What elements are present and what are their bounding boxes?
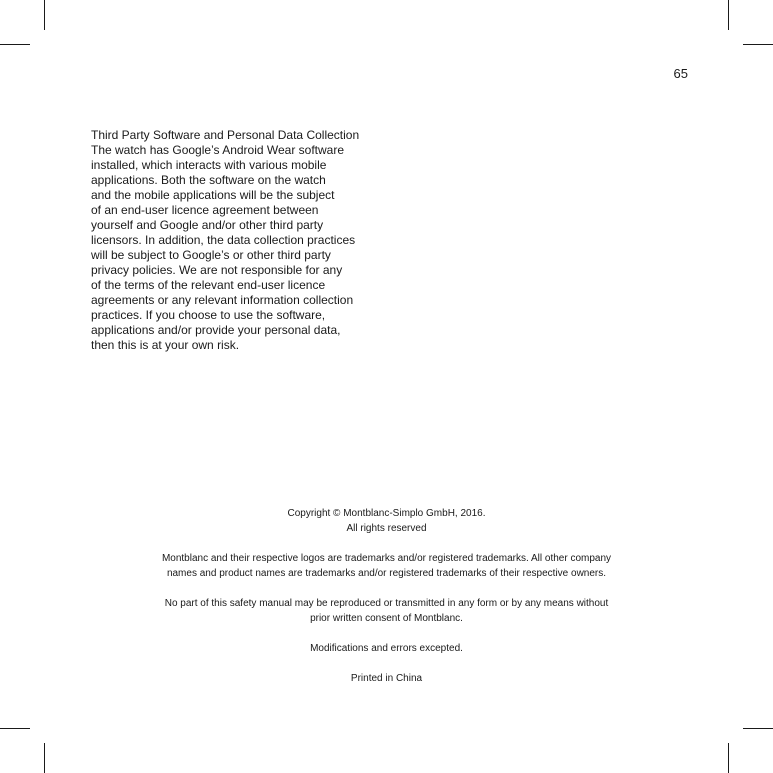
- section-text-line: The watch has Google’s Android Wear software: [91, 143, 345, 157]
- page-number: 65: [673, 66, 688, 81]
- section-text-line: applications. Both the software on the watch: [91, 173, 326, 187]
- section-heading: Third Party Software and Personal Data Collection: [91, 128, 360, 142]
- crop-mark-bottom-left-vertical: [44, 743, 45, 773]
- legal-footer: [0, 506, 773, 686]
- section-text-line: installed, which interacts with various mobile: [91, 158, 327, 172]
- modifications-notice: Modifications and errors excepted.: [310, 643, 463, 654]
- trademark-notice: names and product names are trademarks and/or registered trademarks of their respective owners.: [166, 568, 607, 579]
- crop-mark-bottom-left-horizontal: [0, 728, 30, 729]
- copyright-notice: Copyright © Montblanc-Simplo GmbH, 2016.: [287, 508, 486, 519]
- section-text-line: agreements or any relevant information collection: [91, 293, 354, 307]
- trademark-notice: Montblanc and their respective logos are trademarks and/or registered trademarks. All other company: [161, 553, 612, 564]
- crop-mark-bottom-right-vertical: [728, 743, 729, 773]
- rights-reserved: All rights reserved: [346, 523, 427, 534]
- crop-mark-top-left-horizontal: [0, 44, 30, 45]
- section-text-line: yourself and Google and/or other third party: [91, 218, 324, 232]
- section-text-line: will be subject to Google’s or other third party: [91, 248, 331, 262]
- reproduction-notice: No part of this safety manual may be reproduced or transmitted in any form or by any means without: [164, 598, 609, 609]
- section-text-line: applications and/or provide your personal data,: [91, 323, 341, 337]
- section-text-line: practices. If you choose to use the software,: [91, 308, 326, 322]
- section-text-line: of an end-user licence agreement between: [91, 203, 319, 217]
- section-text-line: of the terms of the relevant end-user licence: [91, 278, 326, 292]
- crop-mark-bottom-right-horizontal: [743, 728, 773, 729]
- section-text-line: privacy policies. We are not responsible for any: [91, 263, 343, 277]
- reproduction-notice: prior written consent of Montblanc.: [310, 613, 463, 624]
- printed-in-notice: Printed in China: [350, 673, 423, 684]
- section-text-line: licensors. In addition, the data collection practices: [91, 233, 356, 247]
- third-party-software-section: [91, 128, 391, 353]
- crop-mark-top-left-vertical: [44, 0, 45, 30]
- section-text-line: and the mobile applications will be the subject: [91, 188, 335, 202]
- crop-mark-top-right-horizontal: [743, 44, 773, 45]
- crop-mark-top-right-vertical: [728, 0, 729, 30]
- section-text-line: then this is at your own risk.: [91, 338, 240, 352]
